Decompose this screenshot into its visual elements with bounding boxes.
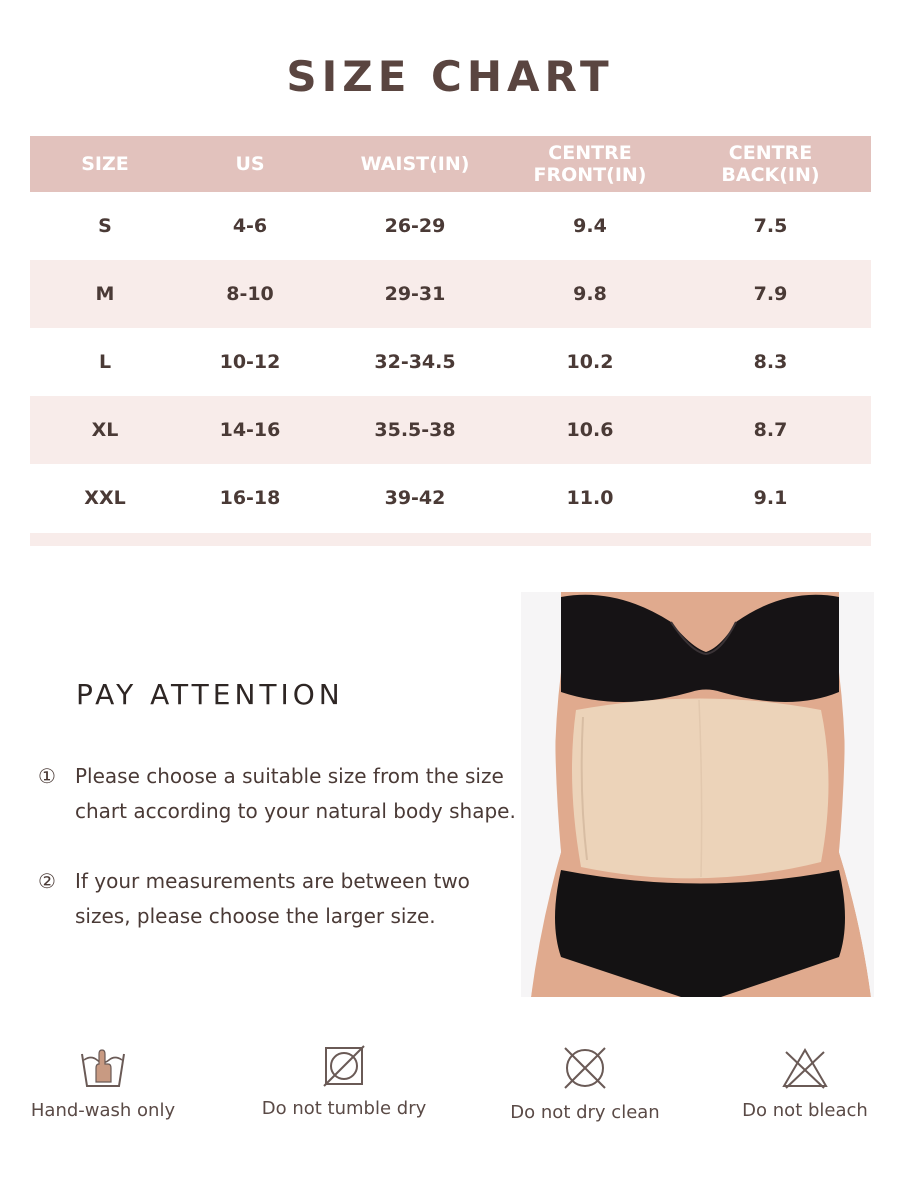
care-label: Do not bleach xyxy=(742,1100,868,1121)
header-us-label: US xyxy=(235,153,265,175)
cell-centre-front: 10.6 xyxy=(510,396,670,464)
table-row xyxy=(30,192,871,260)
cell-waist: 32-34.5 xyxy=(374,351,456,373)
care-label: Do not tumble dry xyxy=(261,1098,427,1119)
care-no-bleach xyxy=(738,1044,872,1121)
cell-waist: 26-29 xyxy=(384,215,446,237)
attention-note xyxy=(38,759,518,829)
cell-centre-back: 9.1 xyxy=(753,487,788,509)
cell-waist: 29-31 xyxy=(320,260,510,328)
care-hand-wash xyxy=(28,1044,178,1121)
cell-us: 16-18 xyxy=(219,487,281,509)
cell-centre-front: 9.4 xyxy=(573,215,607,237)
no-tumble-dry-icon xyxy=(322,1044,366,1088)
header-us xyxy=(180,136,320,192)
product-photo xyxy=(521,592,874,997)
header-centre-front xyxy=(510,136,670,192)
header-centre-back xyxy=(670,136,871,192)
header-waist xyxy=(320,136,510,192)
header-centre-front-line2: FRONT(IN) xyxy=(533,164,647,186)
table-row xyxy=(30,328,871,396)
cell-centre-back: 8.7 xyxy=(670,396,871,464)
cell-centre-front: 9.8 xyxy=(510,260,670,328)
cell-size: S xyxy=(98,215,112,237)
table-row xyxy=(30,396,871,464)
cell-centre-front: 10.2 xyxy=(566,351,614,373)
cell-us: 10-12 xyxy=(219,351,281,373)
note-number: ① xyxy=(38,764,56,788)
table-row xyxy=(30,260,871,328)
note-text: If your measurements are between two sizes, please choose the larger size. xyxy=(75,869,470,928)
no-bleach-icon xyxy=(780,1044,830,1090)
cell-centre-back: 8.3 xyxy=(753,351,788,373)
cell-waist: 39-42 xyxy=(384,487,446,509)
note-text: Please choose a suitable size from the size chart according to your natural body shape. xyxy=(75,764,516,823)
header-waist-label: WAIST(IN) xyxy=(360,153,470,175)
care-no-tumble-dry xyxy=(256,1044,432,1119)
table-bottom-strip xyxy=(30,533,871,546)
care-label: Hand-wash only xyxy=(30,1100,176,1121)
header-centre-back-line1: CENTRE xyxy=(728,142,813,164)
cell-us: 14-16 xyxy=(180,396,320,464)
cell-us: 4-6 xyxy=(232,215,268,237)
header-centre-front-line1: CENTRE xyxy=(548,142,632,164)
hand-wash-icon xyxy=(79,1044,127,1090)
cell-centre-front: 11.0 xyxy=(566,487,614,509)
attention-title: PAY ATTENTION xyxy=(76,678,344,711)
cell-size: L xyxy=(98,351,112,373)
cell-us: 8-10 xyxy=(180,260,320,328)
cell-size: XL xyxy=(30,396,180,464)
table-header-row xyxy=(30,136,871,192)
size-chart-table xyxy=(30,136,871,532)
cell-size: XXL xyxy=(84,487,126,509)
header-centre-back-line2: BACK(IN) xyxy=(721,164,820,186)
table-row xyxy=(30,464,871,532)
cell-centre-back: 7.5 xyxy=(753,215,788,237)
care-no-dry-clean xyxy=(506,1044,664,1123)
waist-trainer-model-illustration xyxy=(521,592,874,997)
page-title: SIZE CHART xyxy=(286,52,614,101)
header-size xyxy=(30,136,180,192)
care-label: Do not dry clean xyxy=(510,1102,660,1123)
no-dry-clean-icon xyxy=(561,1044,609,1092)
note-number: ② xyxy=(38,869,56,893)
attention-note xyxy=(38,864,518,934)
cell-size: M xyxy=(30,260,180,328)
cell-waist: 35.5-38 xyxy=(320,396,510,464)
cell-centre-back: 7.9 xyxy=(670,260,871,328)
header-size-label: SIZE xyxy=(81,153,129,175)
